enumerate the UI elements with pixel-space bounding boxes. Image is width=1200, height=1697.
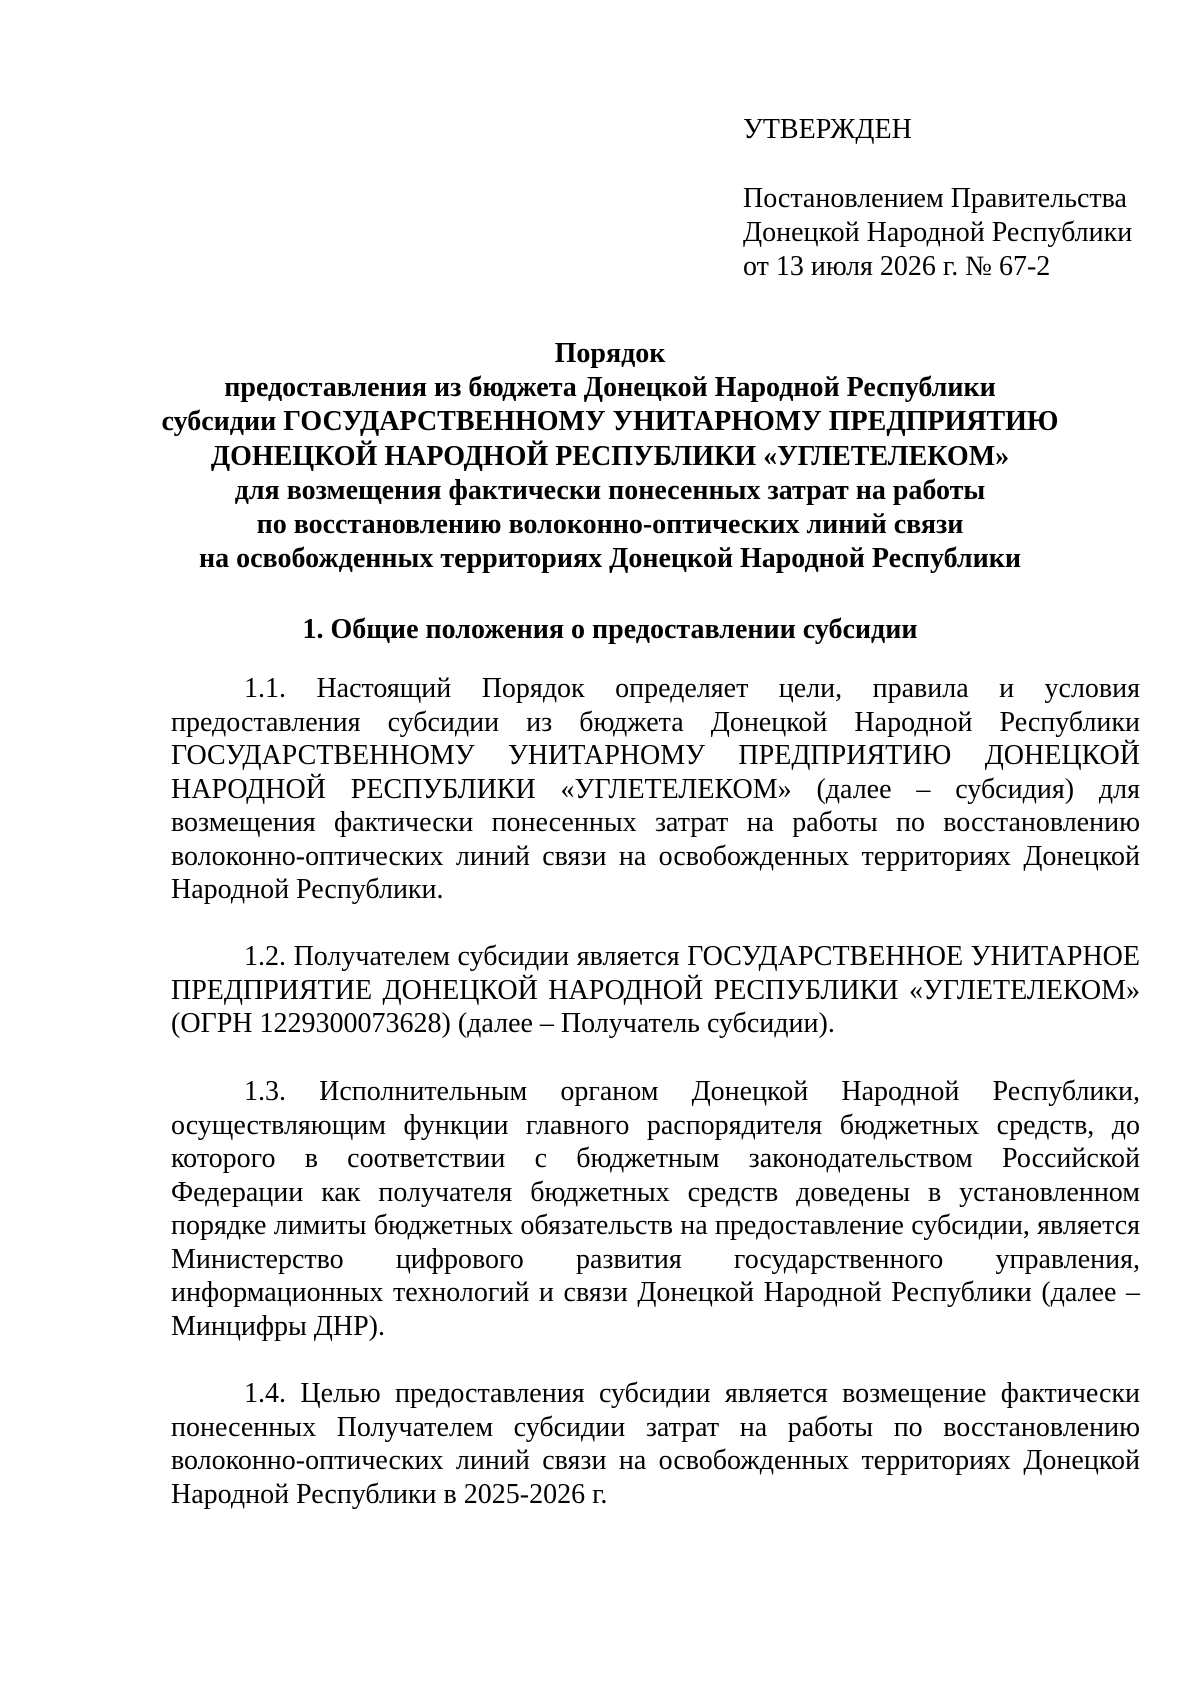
- paragraph-1-2: 1.2. Получателем субсидии является ГОСУДАРСТВЕННОЕ УНИТАРНОЕ ПРЕДПРИЯТИЕ ДОНЕЦКОЙ НАРОДНОЙ РЕСПУБЛИКИ «УГЛЕТЕЛЕКОМ» (ОГРН 1229300073628) (далее – Получатель субсидии).: [171, 941, 1140, 1039]
- paragraph-1-4: 1.4. Целью предоставления субсидии является возмещение фактически понесенных Получателем субсидии затрат на работы по восстановлению волоконно-оптических линий связи на освобожденных территориях Донецкой Народной Республики в 2025-2026 г.: [171, 1378, 1140, 1510]
- title-line: по восстановлению волоконно-оптических линий связи: [256, 509, 964, 541]
- title-line: субсидии ГОСУДАРСТВЕННОМУ УНИТАРНОМУ ПРЕДПРИЯТИЮ: [161, 406, 1059, 438]
- title-line: предоставления из бюджета Донецкой Народной Республики: [224, 372, 996, 404]
- approval-block: [743, 113, 1163, 284]
- approval-line-decree: Постановлением Правительства: [743, 183, 1127, 214]
- title-line: Порядок: [554, 338, 666, 369]
- approval-stamp: УТВЕРЖДЕН: [743, 114, 912, 145]
- approval-line-date: от 13 июля 2026 г. № 67-2: [743, 251, 1051, 282]
- paragraph-1-1: 1.1. Настоящий Порядок определяет цели, правила и условия предоставления субсидии из бюджета Донецкой Народной Республики ГОСУДАРСТВЕННОМУ УНИТАРНОМУ ПРЕДПРИЯТИЮ ДОНЕЦКОЙ НАРОДНОЙ РЕСПУБЛИКИ «УГЛЕТЕЛЕКОМ» (далее – субсидия) для возмещения фактически понесенных затрат на работы по восстановлению волоконно-оптических линий связи на освобожденных территориях Донецкой Народной Республики.: [171, 673, 1140, 905]
- title-line: для возмещения фактически понесенных затрат на работы: [234, 474, 986, 506]
- approval-line-republic: Донецкой Народной Республики: [743, 217, 1133, 248]
- document-title: [110, 337, 1110, 576]
- section-heading: 1. Общие положения о предоставлении субсидии: [302, 614, 918, 645]
- title-line: на освобожденных территориях Донецкой Народной Республики: [198, 543, 1022, 575]
- title-line: ДОНЕЦКОЙ НАРОДНОЙ РЕСПУБЛИКИ «УГЛЕТЕЛЕКОМ»: [210, 440, 1010, 472]
- paragraph-1-3: 1.3. Исполнительным органом Донецкой Народной Республики, осуществляющим функции главного распорядителя бюджетных средств, до которого в соответствии с бюджетным законодательством Российской Федерации как получателя бюджетных средств доведены в установленном порядке лимиты бюджетных обязательств на предоставление субсидии, является Министерство цифрового развития государственного управления, информационных технологий и связи Донецкой Народной Республики (далее – Минцифры ДНР).: [171, 1076, 1140, 1342]
